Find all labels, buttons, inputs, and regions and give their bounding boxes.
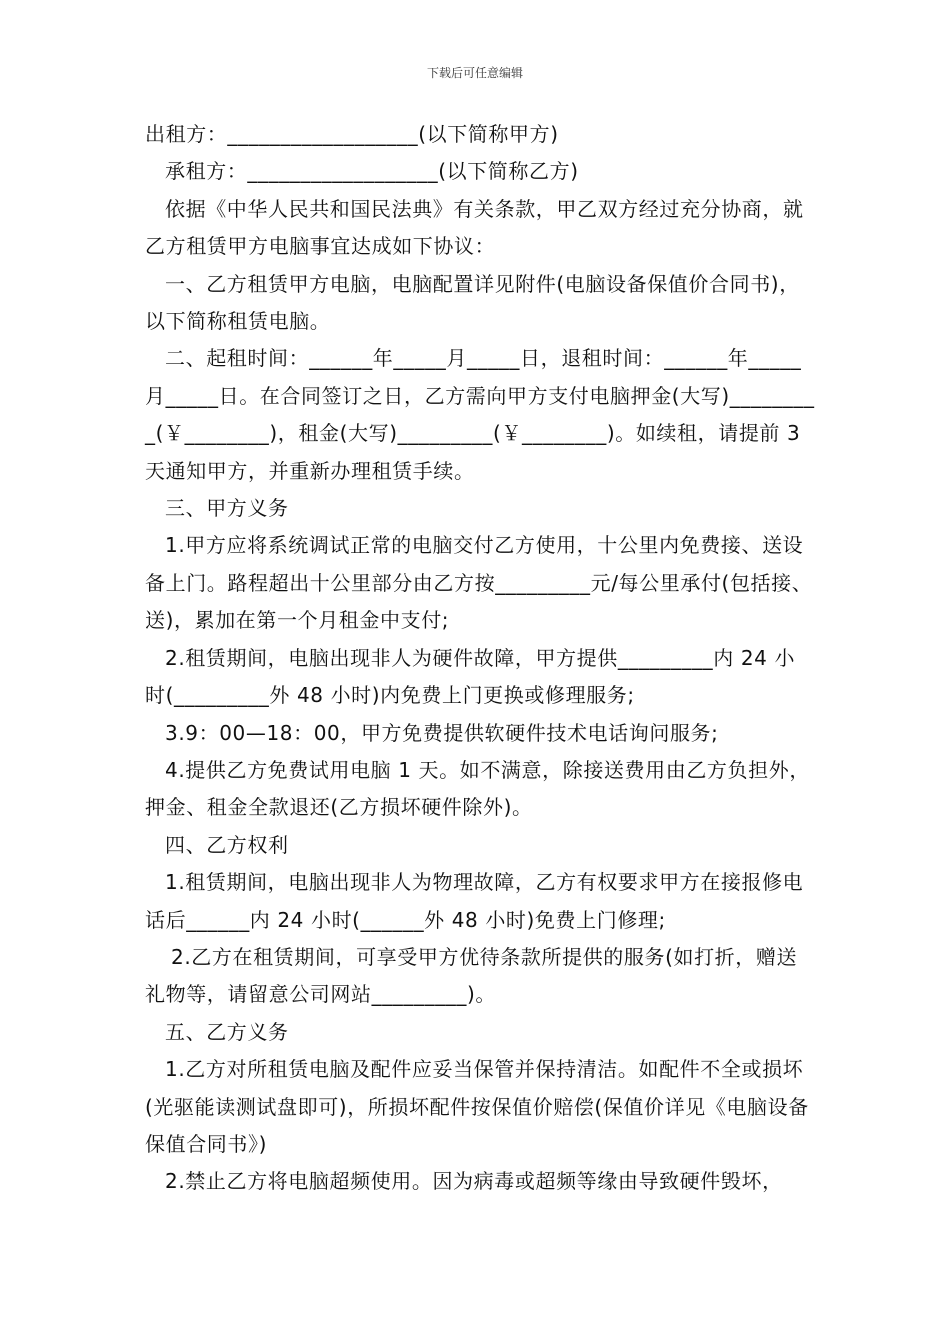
paragraph-section-3-item-3: 3.9：00—18：00，甲方免费提供软硬件技术电话询问服务; — [165, 720, 719, 745]
paragraph-lessor: 出租方：__________________(以下简称甲方) — [145, 122, 559, 146]
paragraph-section-5-item-2: 2.禁止乙方将电脑超频使用。因为病毒或超频等缘由导致硬件毁坏， — [165, 1169, 783, 1194]
paragraph-section-5-title: 五、乙方义务 — [165, 1019, 289, 1044]
paragraph-clause-2: 二、起租时间：______年_____月_____日，退租时间：______年_____月_____日。在合同签订之日，乙方需向甲方支付电脑押金(大写)_________(￥________)，租金(大写)_________(￥________)。如续租，请提前 3 天通知甲方，并重新办理租赁手续。 — [145, 346, 815, 483]
paragraph-section-5-item-1: 1.乙方对所租赁电脑及配件应妥当保管并保持清洁。如配件不全或损坏(光驱能读测试盘即可)，所损坏配件按保值价赔偿(保值价详见《电脑设备保值合同书》) — [145, 1057, 809, 1156]
paragraph-section-4-item-2: 2.乙方在租赁期间，可享受甲方优待条款所提供的服务(如打折，赠送礼物等，请留意公司网站_________)。 — [145, 944, 798, 1007]
paragraph-clause-1: 一、乙方租赁甲方电脑，电脑配置详见附件(电脑设备保值价合同书)，以下简称租赁电脑。 — [145, 271, 800, 334]
paragraph-section-3-item-4: 4.提供乙方免费试用电脑 1 天。如不满意，除接送费用由乙方负担外，押金、租金全款退还(乙方损坏硬件除外)。 — [145, 757, 810, 820]
page-header: 下载后可任意编辑 — [426, 66, 523, 80]
paragraph-section-3-item-2: 2.租赁期间，电脑出现非人为硬件故障，甲方提供_________内 24 小时(_________外 48 小时)内免费上门更换或修理服务; — [145, 645, 796, 708]
paragraph-section-3-title: 三、甲方义务 — [165, 496, 289, 521]
paragraph-lessee: 承租方：__________________(以下简称乙方) — [165, 159, 579, 184]
contract-body — [145, 116, 815, 1201]
paragraph-section-3-item-1: 1.甲方应将系统调试正常的电脑交付乙方使用，十公里内免费接、送设备上门。路程超出十公里部分由乙方按_________元/每公里承付(包括接、送)，累加在第一个月租金中支付; — [145, 533, 813, 633]
paragraph-preamble: 依据《中华人民共和国民法典》有关条款，甲乙双方经过充分协商，就乙方租赁甲方电脑事宜达成如下协议： — [145, 196, 804, 259]
paragraph-section-4-item-1: 1.租赁期间，电脑出现非人为物理故障，乙方有权要求甲方在接报修电话后______内 24 小时(______外 48 小时)免费上门修理; — [145, 870, 804, 932]
paragraph-section-4-title: 四、乙方权利 — [165, 832, 289, 857]
